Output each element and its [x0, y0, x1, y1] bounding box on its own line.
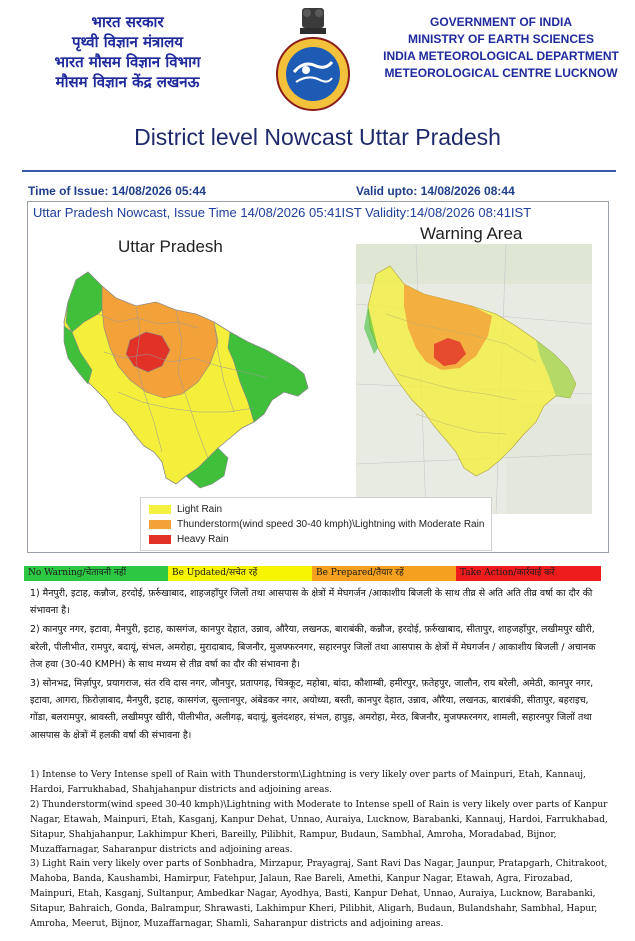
hindi-paragraph: 1) मैनपुरी, इटाह, कन्नौज, हरदोई, फ़र्रुखाबाद, शाहजहाँपुर जिलों तथा आसपास के क्षेत्रों में मेघगर्जन /आकाशीय बिजली के साथ तीव्र से अति अति तीव्र वर्षा का दौर की संभावना है। — [30, 588, 593, 617]
hindi-header-line: भारत सरकार — [91, 13, 164, 31]
hindi-header-line: पृथ्वी विज्ञान मंत्रालय — [71, 33, 184, 51]
legend-swatch — [149, 505, 171, 514]
legend-label: Light Rain — [177, 503, 223, 515]
legend-item — [149, 532, 229, 546]
warning-level-no-warning: No Warning/चेतावनी नहीं — [24, 566, 168, 581]
legend-item — [149, 517, 484, 531]
hindi-paragraph: 2) कानपुर नगर, इटावा, मैनपुरी, इटाह, कासगंज, कानपुर देहात, उन्नाव, औरैया, लखनऊ, बाराबंकी, कन्नौज, हरदोई, फ़र्रुखाबाद, सीतापुर, शाहजहाँपुर, लखीमपुर खीरी, बरेली, पीलीभीत, रामपुर, बदायूं, संभल, अमरोहा, मुरादाबाद, बिजनौर, मुजफ्फरनगर, सहारनपुर जिलों तथा आसपास के क्षेत्रों में मेघगर्जन / आकाशीय बिजली / अचानक तेज हवा (30-40 KMPH) के साथ मध्यम से तीव्र वर्षा का दौर की संभावना है। — [30, 624, 596, 670]
imd-emblem-icon — [272, 4, 354, 112]
hindi-header — [20, 12, 235, 92]
right-map-label: Warning Area — [420, 224, 523, 243]
nowcast-banner: Uttar Pradesh Nowcast, Issue Time 14/08/2026 05:41IST Validity:14/08/2026 08:41IST — [33, 205, 532, 220]
warning-level-take-action: Take Action/कार्रवाई करें — [456, 566, 601, 581]
warning-level-be-prepared: Be Prepared/तैयार रहें — [312, 566, 456, 581]
hindi-header-line: भारत मौसम विज्ञान विभाग — [54, 53, 201, 71]
english-header-line: METEOROLOGICAL CENTRE LUCKNOW — [384, 66, 618, 80]
english-header — [378, 14, 624, 82]
legend-swatch — [149, 520, 171, 529]
map-legend — [140, 497, 492, 551]
left-map-label: Uttar Pradesh — [118, 237, 223, 256]
warning-level-bar — [24, 566, 601, 581]
english-paragraph: 3) Light Rain very likely over parts of Sonbhadra, Mirzapur, Prayagraj, Sant Ravi Das Nagar, Jaunpur, Pratapgarh, Chitrakoot, Mahoba, Banda, Kaushambi, Hamirpur, Fatehpur, Jalaun, Rae Bareli, Amethi, Kanpur Nagar, Etawah, Agra, Firozabad, Mainpuri, Etah, Kasganj, Sultanpur, Ambedkar Nagar, Ayodhya, Basti, Kanpur Dehat, Unnao, Auraiya, Lucknow, Barabanki, Sitapur, Bahraich, Gonda, Balrampur, Shrawasti, Lakhimpur Kheri, Pilibhit, Aligarh, Budaun, Bulandshahr, Sambhal, Hapur, Amroha, Meerut, Bijnor, Muzaffarnagar, Shamli, Saharanpur districts and adjoining areas. — [30, 859, 608, 930]
hindi-paragraph: 3) सोनभद्र, मिर्ज़ापुर, प्रयागराज, संत रवि दास नगर, जौनपुर, प्रतापगढ़, चित्रकूट, महोबा, बांदा, कौशाम्बी, हमीरपुर, फ़तेहपुर, जालौन, राय बरेली, अमेठी, कानपुर नगर, इटावा, आगरा, फ़िरोज़ाबाद, मैनपुरी, इटाह, कासगंज, सुल्तानपुर, अंबेडकर नगर, अयोध्या, बस्ती, कानपुर देहात, उन्नाव, औरैया, लखनऊ, बाराबंकी, सीतापुर, बहराइच, गोंडा, बलरामपुर, श्रावस्ती, लखीमपुर खीरी, पीलीभीत, अलीगढ़, बदायूं, बुलंदशहर, संभल, हापुड़, अमरोहा, मेरठ, बिजनौर, मुजफ्फरनगर, शामली, सहारनपुर जिलों तथा आसपास के क्षेत्रों में हलकी वर्षा की संभावना है। — [30, 678, 594, 741]
english-paragraph: 2) Thunderstorm(wind speed 30-40 kmph)\Lightning with Moderate to Intense spell of Rain is very likely over parts of Kanpur Nagar, Etawah, Mainpuri, Etah, Kasganj, Kanpur Dehat, Unnao, Auraiya, Lucknow, Barabanki, Kannauj, Hardoi, Farrukhabad, Sitapur, Shahjahanpur, Lakhimpur Kheri, Bareilly, Pilibhit, Rampur, Budaun, Sambhal, Amroha, Moradabad, Bijnor, Muzaffarnagar, Saharanpur districts and adjoining areas. — [30, 799, 608, 855]
hindi-header-line: मौसम विज्ञान केंद्र लखनऊ — [55, 73, 200, 91]
hindi-forecast-text — [30, 585, 608, 746]
up-district-map — [58, 262, 320, 492]
english-header-line: MINISTRY OF EARTH SCIENCES — [407, 32, 595, 46]
legend-label: Thunderstorm(wind speed 30-40 kmph)\Lightning with Moderate Rain — [177, 518, 485, 530]
warning-area-map — [356, 244, 592, 514]
english-header-line: GOVERNMENT OF INDIA — [429, 15, 572, 29]
title-divider — [22, 170, 616, 172]
page-title: District level Nowcast Uttar Pradesh — [134, 124, 501, 150]
legend-item — [149, 502, 222, 516]
english-paragraph: 1) Intense to Very Intense spell of Rain with Thunderstorm\Lightning is very likely over parts of Mainpuri, Etah, Kannauj, Hardoi, Farrukhabad, Shahjahanpur districts and adjoining areas. — [30, 770, 586, 795]
english-forecast-text — [30, 768, 612, 932]
issue-time: Time of Issue: 14/08/2026 05:44 — [28, 184, 206, 198]
legend-swatch — [149, 535, 171, 544]
legend-label: Heavy Rain — [177, 533, 229, 545]
valid-upto: Valid upto: 14/08/2026 08:44 — [356, 184, 515, 198]
warning-level-be-updated: Be Updated/सचेत रहें — [168, 566, 312, 581]
english-header-line: INDIA METEOROLOGICAL DEPARTMENT — [383, 49, 619, 63]
